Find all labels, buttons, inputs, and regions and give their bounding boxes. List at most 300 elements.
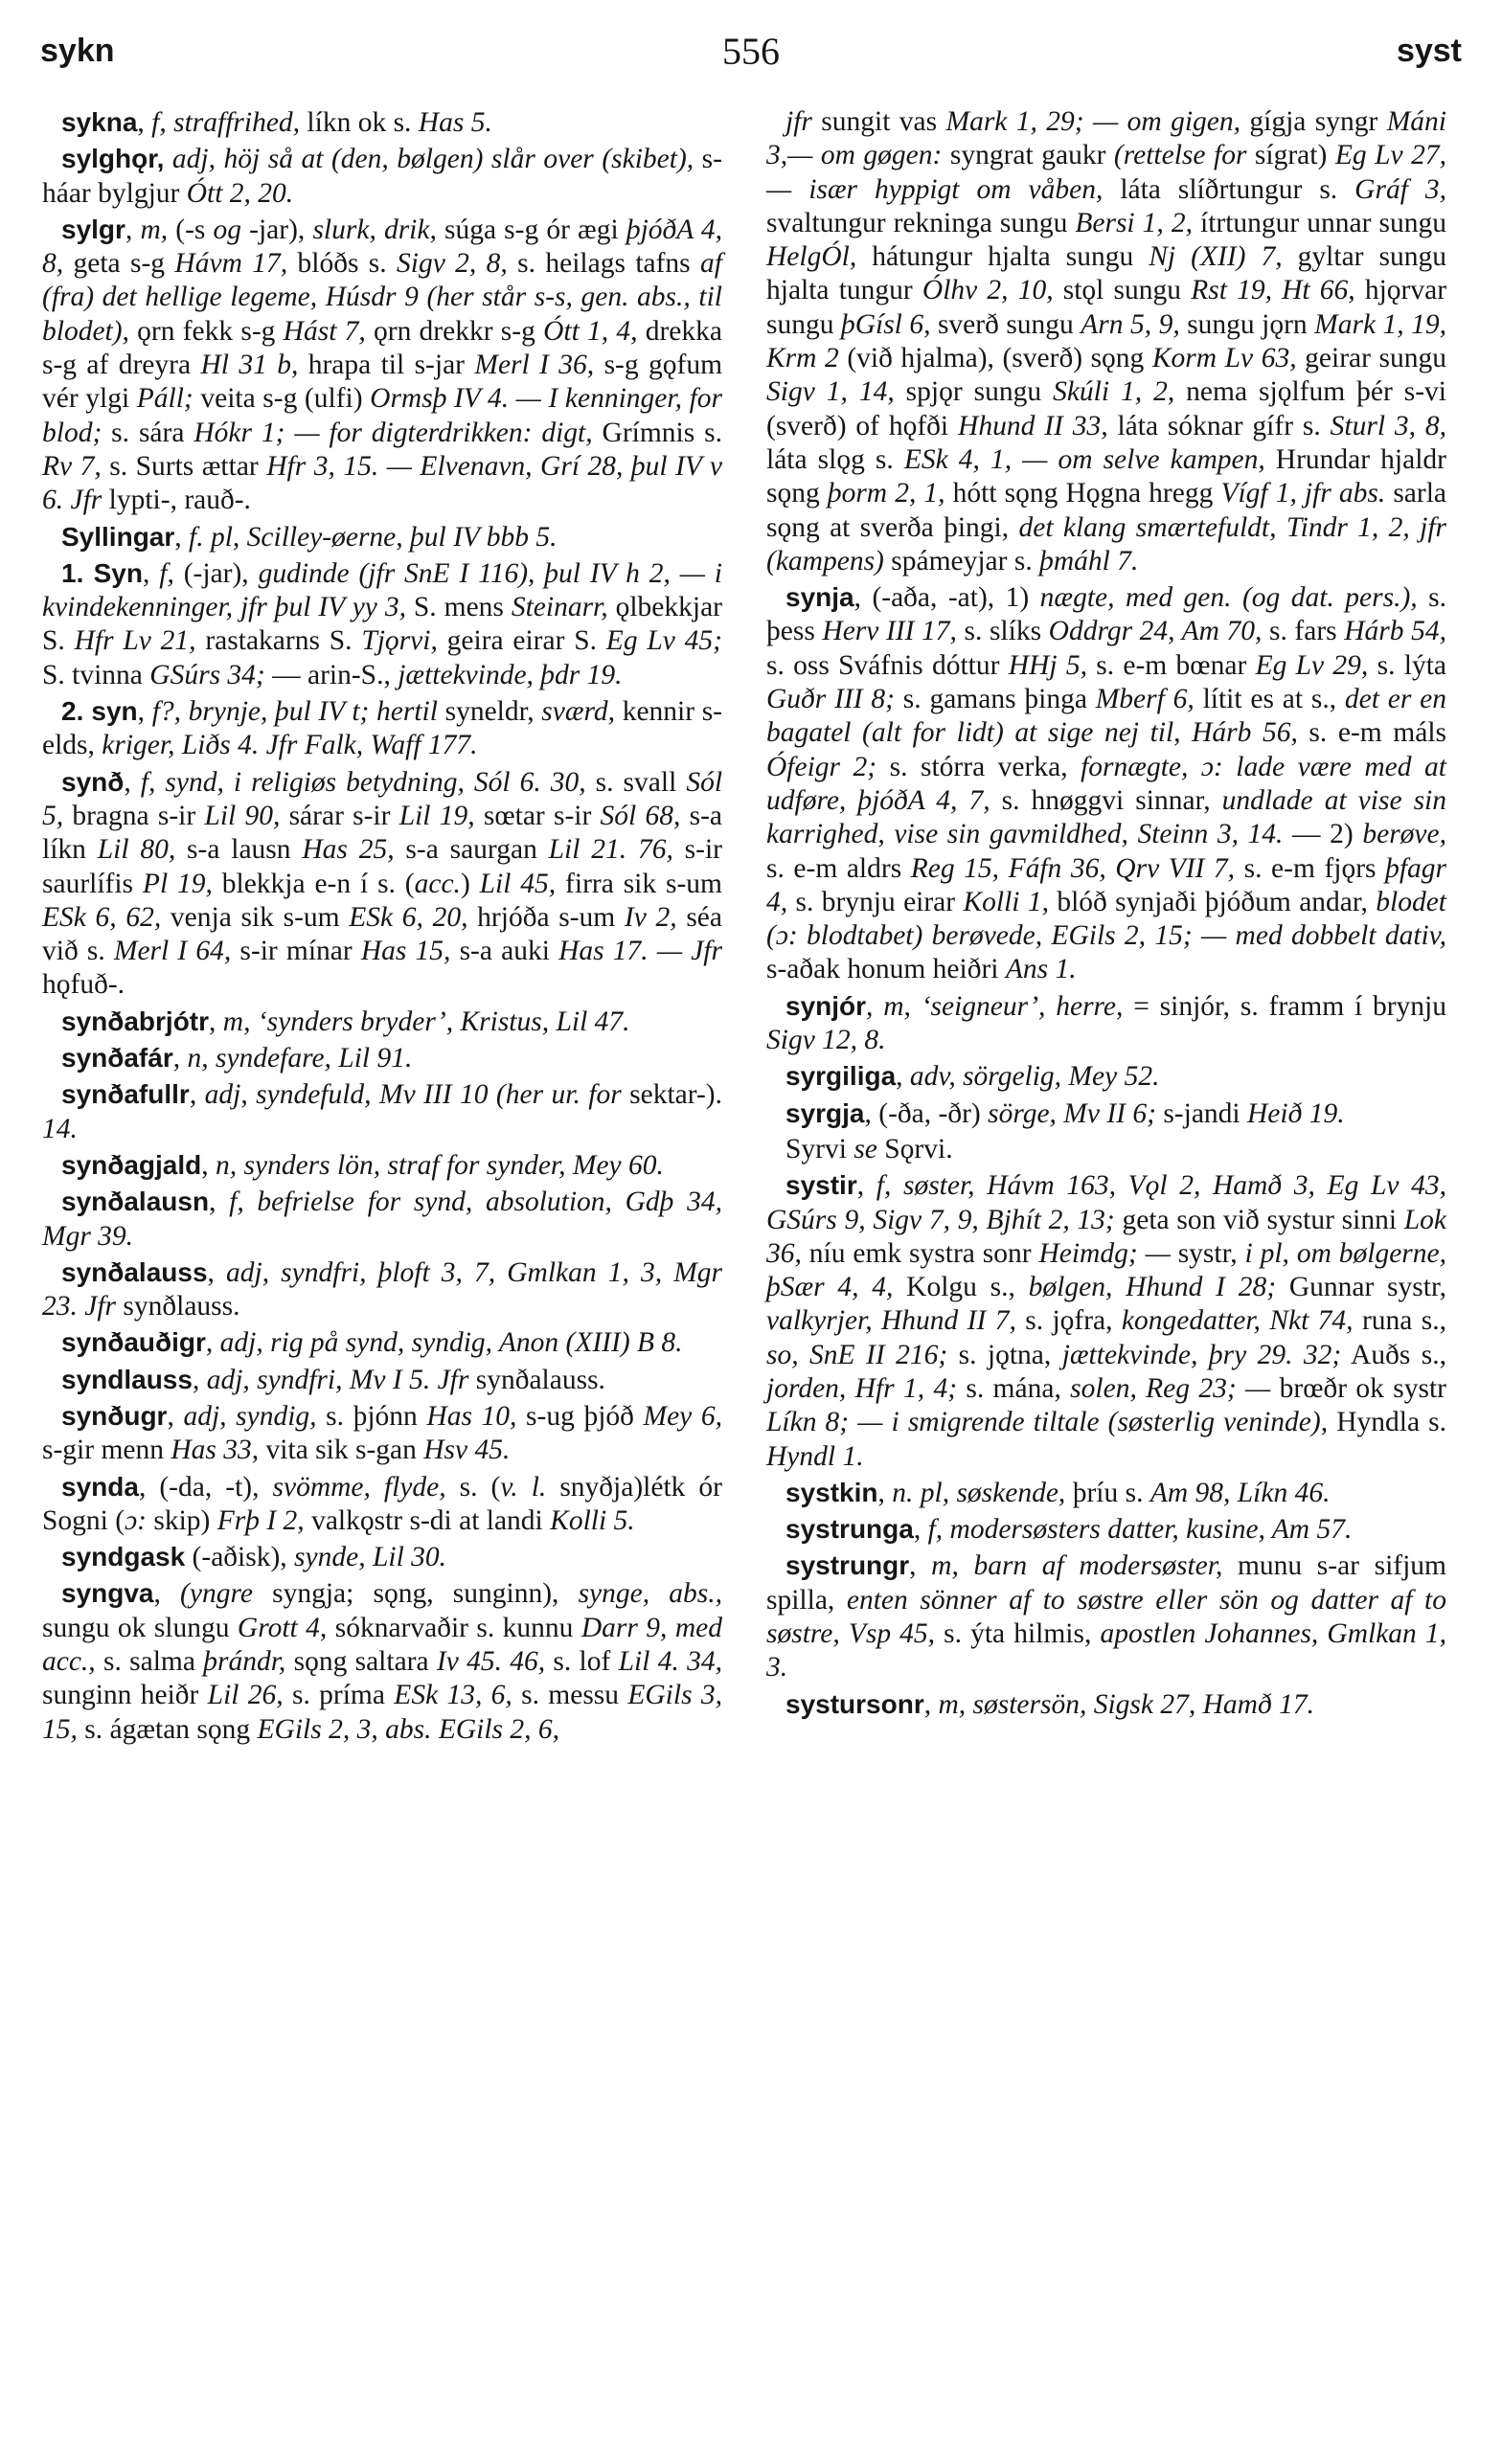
entry-text: n, synders lön, straf for synder, Mey 60. — [216, 1149, 664, 1181]
entry-text: S. tvinna — [42, 659, 150, 690]
entry-text: syngrat gaukr — [942, 140, 1114, 171]
entry-text: s-g gǫfum vér ylgi — [42, 350, 723, 415]
entry-text: Has 33, — [171, 1435, 260, 1466]
entry-text: , — [192, 1364, 207, 1395]
entry-text: s. e-m máls — [1297, 717, 1447, 749]
entry-text: s. ýta hilmis, — [935, 1618, 1101, 1650]
entry-text: ɔ: — [125, 1504, 147, 1536]
entry-text: þríu s. — [1065, 1477, 1150, 1508]
entry-text: Pl 19, — [142, 868, 213, 899]
entry-text: svaltungur rekninga sungu — [766, 207, 1076, 238]
entry-text: , — [856, 1170, 876, 1202]
entry-text: syngja; sǫng, sunginn), — [252, 1578, 579, 1610]
entry-text: veita s-g (ulfi) — [193, 383, 371, 415]
entry-text: adj, syndig, — [183, 1400, 317, 1432]
entry-text: Mey 6, — [643, 1400, 722, 1432]
entry-text: (við hjalma), (sverð) sǫng — [838, 343, 1152, 374]
entry-text — [369, 696, 376, 727]
entry-text: , — [877, 1477, 893, 1508]
entry-text: Sturl 3, 8, — [1330, 410, 1447, 441]
entry-text: det er en bagatel (alt for lidt) at sige nej til, Hárb 56, — [766, 684, 1446, 749]
entry-text: s-a auki — [450, 936, 559, 967]
entry-text: hjǫrvar sungu — [766, 275, 1447, 340]
headword: synðabrjótr — [61, 1006, 210, 1036]
entry-text: s. sára — [102, 417, 194, 448]
entry-text: Sigv 1, 14, — [766, 376, 895, 408]
headword: Syllingar — [61, 521, 175, 552]
entry-text: láta slǫg s. — [766, 443, 904, 475]
headword: synðalausn — [61, 1187, 210, 1217]
entry-text: , — [143, 557, 160, 589]
entry-text: blekkja e-n í s. ( — [212, 868, 415, 899]
entry-text: jættekvinde, þry 29. 32; — [1061, 1339, 1342, 1370]
entry-text: Herv III 17, — [822, 616, 957, 647]
dictionary-entry — [42, 142, 722, 211]
entry-text: sígrat) — [1246, 140, 1335, 171]
entry-text: ǫrn drekkr s-g — [365, 315, 544, 347]
headword: systursonr — [785, 1688, 924, 1719]
entry-text: adj, höj så at (den, bølgen) slår over (skibet), — [164, 144, 694, 175]
entry-text: Syrvi — [785, 1133, 847, 1164]
entry-text: gudinde (jfr SnE I 116), þul IV h 2, — i kvindekenninger, jfr þul IV yy 3, — [42, 557, 723, 623]
entry-text: Lil 45, — [479, 868, 557, 899]
dictionary-entry — [42, 765, 722, 1003]
dictionary-entry — [766, 1096, 1446, 1131]
dictionary-entry — [766, 1476, 1446, 1510]
entry-text: Hávm 17, — [174, 248, 288, 280]
entry-text: , — [137, 107, 152, 138]
entry-text: (yngre — [180, 1578, 253, 1610]
entry-text: slurk, drik, — [312, 214, 437, 245]
entry-text: Kolli 1, — [963, 886, 1049, 917]
headword: syndgask — [61, 1542, 186, 1572]
headword: syrgja — [785, 1097, 865, 1128]
entry-text: Hfr 3, 15. — Elvenavn, Grí 28, þul IV v 6. Jfr — [42, 450, 722, 516]
entry-text: geirar sungu — [1296, 343, 1446, 374]
dictionary-entry — [42, 1576, 722, 1746]
dictionary-entry — [42, 556, 722, 692]
entry-text: Heimdg; — — [1038, 1237, 1171, 1269]
entry-text: , — [124, 766, 141, 798]
entry-text: Grott 4, — [237, 1612, 328, 1643]
headword: 2. syn — [61, 696, 138, 727]
entry-text: s. salma — [95, 1646, 204, 1678]
entry-text: s. e-m bœnar — [1086, 649, 1256, 681]
dictionary-entry — [42, 1255, 722, 1324]
entry-text: Bersi 1, 2, — [1075, 207, 1193, 238]
entry-text: Ófeigr 2; — [766, 751, 877, 782]
header-first-word: sykn — [40, 33, 115, 69]
headword: synð — [61, 766, 125, 797]
entry-text: bølgen, Hhund I 28; — [1028, 1272, 1277, 1303]
entry-text: (rettelse for — [1113, 140, 1247, 171]
entry-text: (-jar), — [173, 557, 259, 589]
entry-text: jættekvinde, þdr 19. — [398, 659, 623, 690]
entry-text: Ormsþ IV 4. — I kenninger, for blod; — [42, 383, 723, 448]
headword: synðafullr — [61, 1079, 190, 1110]
entry-text: Eg Lv 27, — især hyppigt om våben, — [766, 140, 1447, 205]
entry-text: Lil 19, — [398, 800, 475, 831]
entry-text: Tjǫrvi, — [361, 625, 438, 657]
entry-text: s. lýta — [1368, 649, 1446, 681]
entry-text: , — [207, 1256, 227, 1288]
entry-text: sárar s-ir — [280, 800, 399, 831]
entry-text: Lil 26, — [207, 1680, 284, 1711]
entry-text: m, ‘seigneur’, herre, — [883, 990, 1124, 1022]
dictionary-entry — [766, 105, 1446, 578]
dictionary-entry — [42, 213, 722, 518]
entry-text: enten sönner af to søstre eller sön og datter af to søstre, Vsp 45, — [766, 1584, 1446, 1650]
entry-text: valkyrjer, Hhund II 7, — [766, 1305, 1016, 1337]
entry-text: , — [909, 1550, 932, 1582]
entry-text: bragna s-ir — [63, 800, 205, 831]
entry-text: runa s., — [1353, 1305, 1446, 1337]
entry-text: ǫlbekkjar S. — [42, 592, 723, 657]
entry-text: Páll; — [136, 383, 193, 415]
entry-text: kongedatter, Nkt 74, — [1121, 1305, 1354, 1337]
entry-text: ) — [460, 868, 480, 899]
entry-text: Oddrgr 24, Am 70, — [1048, 616, 1263, 647]
entry-text: Frþ I 2, — [216, 1504, 305, 1536]
entry-text: ESk 6, 20, — [349, 901, 468, 933]
entry-text: Sǫrvi. — [876, 1133, 953, 1164]
entry-text: s. hnøggvi sinnar, — [990, 784, 1222, 816]
entry-text: geta s-g — [63, 248, 175, 280]
entry-text: s. jǫfra, — [1015, 1305, 1122, 1337]
entry-text: solen, Reg 23; — — [1070, 1372, 1271, 1404]
entry-text: valkǫstr s-di at landi — [304, 1504, 551, 1536]
entry-text: hǫfuð-. — [42, 969, 125, 1001]
entry-text: s. mána, — [957, 1372, 1071, 1404]
entry-text: s. lof — [545, 1646, 619, 1678]
headword: sylgr — [61, 214, 125, 244]
entry-text: stǫl sungu — [1053, 275, 1192, 306]
entry-text: s. fars — [1262, 616, 1345, 647]
entry-text: f, søster, Hávm 163, Vǫl 2, Hamð 3, Eg Lv 43, GSúrs 9, Sigv 7, 9, Bjhít 2, 13; — [766, 1170, 1446, 1235]
entry-text: blóð synjaði þjóðum andar, — [1048, 886, 1377, 917]
entry-text: Lil 4. 34, — [618, 1646, 722, 1678]
entry-text: berøve, — [1362, 819, 1446, 850]
entry-text: Hást 7, — [283, 315, 366, 347]
entry-text: drekka s-g af dreyra — [42, 315, 722, 381]
entry-text: og — [213, 214, 242, 245]
entry-text: lypti-, rauð-. — [102, 485, 251, 516]
dictionary-entry — [766, 1168, 1446, 1474]
entry-text: Lok 36, — [766, 1204, 1446, 1269]
entry-text: S. mens — [405, 592, 512, 623]
entry-text: blóðs s. — [287, 248, 398, 280]
entry-text: s. svall — [585, 766, 687, 798]
dictionary-entry — [42, 1005, 722, 1039]
entry-text: adv, sörgelig, Mey 52. — [909, 1061, 1160, 1093]
entry-text: kriger, Liðs 4. Jfr Falk, Waff 177. — [102, 730, 478, 761]
headword: synda — [61, 1471, 139, 1502]
entry-text: Sigv 12, 8. — [766, 1025, 886, 1056]
entry-text: synðalauss. — [468, 1364, 605, 1395]
entry-text: Hókr 1; — for digterdrikken: digt, — [193, 417, 593, 448]
entry-text: rastakarns S. — [195, 625, 362, 657]
headword: systrunga — [785, 1514, 914, 1545]
entry-text: , — [172, 1043, 188, 1074]
entry-text: nægte, med gen. (og dat. pers.), — [1039, 582, 1418, 614]
entry-text: s. heilags tafns — [507, 248, 701, 280]
entry-text: þrándr, — [203, 1646, 286, 1678]
left-column — [42, 105, 722, 1749]
entry-text: , — [201, 1149, 216, 1181]
headword: syrgiliga — [785, 1061, 897, 1092]
entry-text: m, barn af modersøster, — [931, 1550, 1223, 1582]
entry-text: venja sik s-um — [161, 901, 350, 933]
entry-text: Líkn 8; — i smigrende tiltale (søsterlig veninde), — [766, 1407, 1329, 1438]
entry-text: hótt sǫng Hǫgna hregg — [944, 478, 1221, 509]
entry-text: sungu ok slungu — [42, 1612, 238, 1643]
entry-text: m, søstersön, Sigsk 27, Hamð 17. — [938, 1688, 1314, 1720]
entry-text: skip) — [146, 1504, 217, 1536]
entry-text: Hárb 54, — [1344, 616, 1446, 647]
entry-text: (-s — [168, 214, 214, 245]
entry-text: Ans 1. — [1005, 954, 1077, 985]
entry-text: Hsv 45. — [423, 1435, 511, 1466]
entry-text: so, SnE II 216; — [766, 1339, 948, 1370]
dictionary-entry — [766, 580, 1446, 987]
entry-text: súga s-g ór ægi — [436, 214, 626, 245]
entry-text: , — [923, 1688, 939, 1720]
entry-text: svömme, flyde, — [272, 1471, 446, 1503]
entry-text: , (-da, -t), — [138, 1471, 273, 1503]
entry-text: , — [167, 1400, 184, 1432]
entry-text: se — [846, 1133, 877, 1164]
entry-text: syneldr, — [437, 696, 542, 728]
entry-text: s. þess — [766, 582, 1446, 647]
entry-text: , (-aða, -at), 1) — [853, 582, 1040, 614]
entry-text: láta slíðrtungur s. — [1103, 173, 1355, 205]
header-last-word: syst — [1396, 33, 1462, 69]
headword: synðauðigr — [61, 1327, 206, 1358]
entry-text: Ótt 2, 20. — [186, 177, 294, 209]
entry-text: f, synd, i religiøs betydning, Sól 6. 30, — [140, 766, 586, 798]
entry-text: s-ir saurlífis — [42, 834, 722, 899]
entry-text: GSúrs 34; — [149, 659, 265, 690]
entry-text: m, ‘synders bryder’, Kristus, Lil 47. — [222, 1006, 630, 1037]
entry-text: , — [137, 696, 152, 728]
entry-text: Sigv 2, 8, — [397, 248, 508, 280]
entry-text: HHj 5, — [1008, 649, 1087, 681]
entry-text: Hyndl 1. — [766, 1440, 864, 1472]
entry-text: sværd, — [541, 696, 616, 728]
entry-text: , (-ða, -ðr) — [864, 1097, 989, 1129]
entry-text: s. brynju eirar — [787, 886, 964, 917]
entry-text: sœtar s-ir — [474, 800, 601, 831]
entry-text: sunginn heiðr — [42, 1680, 208, 1711]
dictionary-entry — [42, 1041, 722, 1075]
entry-text: Mberf 6, — [1095, 684, 1195, 715]
dictionary-entry — [42, 1185, 722, 1254]
entry-text: synde, Lil 30. — [294, 1542, 447, 1573]
entry-text: adj, syndfri, þloft 3, 7, Gmlkan 1, 3, Mgr 23. Jfr — [42, 1256, 723, 1322]
page-number: 556 — [722, 30, 780, 73]
entry-text: lítit es at s., — [1194, 684, 1345, 715]
entry-text: Hrundar hjaldr sǫng — [766, 443, 1446, 509]
entry-text: sverð sungu — [930, 308, 1081, 340]
entry-text: Nj (XII) 7, — [1149, 241, 1283, 273]
entry-text: , — [896, 1061, 910, 1093]
entry-text: hertil — [376, 696, 438, 728]
entry-text: s. slíks — [956, 616, 1049, 647]
headword: synðafár — [61, 1043, 173, 1074]
entry-text: Has 15, — [360, 936, 451, 967]
headword: synja — [785, 582, 854, 613]
entry-text: Korm Lv 63, — [1151, 343, 1297, 374]
dictionary-entry — [42, 1148, 722, 1183]
entry-text: EGils 2, 3, abs. EGils 2, 6, — [257, 1713, 560, 1745]
entry-text: s. e-m fjǫrs — [1235, 852, 1386, 884]
entry-text: — 2) — [1283, 819, 1363, 850]
headword: sylghǫr, — [61, 144, 165, 174]
entry-text: þfagr 4, — [766, 852, 1447, 917]
entry-text: (-aðisk), — [185, 1542, 295, 1573]
entry-text: Reg 15, Fáfn 36, Qrv VII 7, — [910, 852, 1236, 884]
entry-text: , — [209, 1006, 223, 1037]
entry-text: geira eirar S. — [437, 625, 606, 657]
entry-text: Ólhv 2, 10, — [922, 275, 1054, 306]
entry-text: det klang smærtefuldt, Tindr 1, 2, jfr (kampens) — [766, 511, 1446, 576]
entry-text: , — [189, 1079, 205, 1111]
headword: synðugr — [61, 1400, 168, 1431]
entry-text: snyðja)létk ór Sogni ( — [42, 1471, 722, 1536]
dictionary-entry — [42, 105, 722, 140]
entry-text: f, straffrihed, — [151, 107, 301, 138]
entry-text: vita sik s-gan — [259, 1435, 424, 1466]
entry-text: apostlen Johannes, Gmlkan 1, 3. — [766, 1618, 1446, 1684]
entry-text: s. ágætan sǫng — [77, 1713, 258, 1745]
entry-text: , — [205, 1327, 220, 1359]
entry-text: sóknarvaðir s. kunnu — [327, 1612, 581, 1643]
entry-text: þorm 2, 1, — [827, 478, 945, 509]
entry-text: Has 5. — [418, 107, 492, 138]
entry-text: s. oss Sváfnis dóttur — [766, 649, 1009, 681]
entry-text: Kolgu s., — [893, 1272, 1029, 1303]
entry-text: Skúli 1, 2, — [1053, 376, 1175, 408]
dictionary-entry — [42, 1540, 722, 1574]
entry-text: s-ir mínar — [231, 936, 361, 967]
entry-text: Darr 9, med acc., — [42, 1612, 722, 1678]
entry-text: hátungur hjalta sungu — [856, 241, 1149, 273]
entry-text: Hl 31 b, — [200, 350, 299, 381]
headword: systkin — [785, 1477, 878, 1507]
entry-text: Gunnar systr, — [1276, 1272, 1446, 1303]
entry-text: ESk 13, 6, — [394, 1680, 512, 1711]
entry-text: synðlauss. — [116, 1291, 240, 1322]
entry-text: f, modersøsters datter, kusine, Am 57. — [927, 1514, 1353, 1546]
entry-text: gígja syngr — [1240, 106, 1387, 137]
entry-text: Arn 5, 9, — [1081, 308, 1180, 340]
entry-text: s. jǫtna, — [947, 1339, 1062, 1370]
entry-text: jorden, Hfr 1, 4; — [766, 1372, 958, 1404]
entry-text: Grímnis s. — [592, 417, 722, 448]
entry-text: Auðs s., — [1341, 1339, 1446, 1370]
dictionary-entry — [766, 1548, 1446, 1684]
dictionary-entry — [766, 1133, 1446, 1166]
headword: synðagjald — [61, 1149, 202, 1180]
entry-text: v. l. — [500, 1471, 547, 1503]
entry-text: -jar), — [241, 214, 313, 245]
entry-text: s. ( — [445, 1471, 501, 1503]
entry-text: 14. — [42, 1113, 78, 1144]
entry-text: HelgÓl, — [766, 241, 857, 273]
entry-text: acc. — [414, 868, 461, 899]
entry-text: f, befrielse for synd, absolution, Gdþ 34, Mgr 39. — [42, 1187, 722, 1252]
entry-text: s-ug þjóð — [516, 1400, 644, 1432]
entry-text: líkn ok s. — [300, 107, 419, 138]
entry-text: n. pl, søskende, — [892, 1477, 1066, 1508]
headword: sykna — [61, 107, 138, 137]
entry-text: þjóðA 4, 8, — [42, 214, 722, 280]
entry-text: Hyndla s. — [1328, 1407, 1446, 1438]
entry-text: sarla sǫng at sverða þingi, — [766, 478, 1447, 543]
entry-text: spjǫr sungu — [894, 376, 1054, 408]
headword: 1. Syn — [61, 557, 143, 588]
entry-text: séa við s. — [42, 901, 722, 967]
entry-text: adj, syndfri, Mv I 5. Jfr — [206, 1364, 469, 1395]
entry-text: Has 10, — [426, 1400, 517, 1432]
entry-text: Rst 19, Ht 66, — [1191, 275, 1355, 306]
entry-text: Steinarr, — [511, 592, 608, 623]
entry-text: Ótt 1, 4, — [543, 315, 638, 347]
dictionary-entry — [766, 1512, 1446, 1547]
entry-text: Has 25, — [302, 834, 395, 866]
entry-text: s-a lausn — [175, 834, 303, 866]
dictionary-entry — [766, 1687, 1446, 1722]
dictionary-entry — [42, 694, 722, 763]
headword: synðalauss — [61, 1256, 208, 1287]
entry-text: Has 17. — Jfr — [558, 936, 722, 967]
entry-text: Eg Lv 29, — [1255, 649, 1369, 681]
entry-text: Am 98, Líkn 46. — [1149, 1477, 1331, 1508]
entry-text: Iv 2, — [624, 901, 677, 933]
entry-text: s-a líkn — [42, 800, 722, 866]
dictionary-entry — [42, 1077, 722, 1146]
entry-text: sungit vas — [811, 106, 946, 137]
entry-text: s-háar bylgjur — [42, 144, 722, 209]
dictionary-entry — [42, 520, 722, 554]
entry-text: Lil 90, — [204, 800, 281, 831]
entry-text: EGils 3, 15, — [42, 1680, 722, 1745]
entry-text: Merl I 64, — [113, 936, 232, 967]
entry-text: fornægte, ɔ: lade være med at udføre, þjóðA 4, 7, — [766, 751, 1446, 816]
entry-text: munu s-ar sifjum spilla, — [766, 1550, 1447, 1616]
entry-text: s-aðak honum heiðri — [766, 954, 1006, 985]
entry-text: geta son við systur sinni — [1114, 1204, 1404, 1235]
entry-text: Gráf 3, — [1354, 173, 1447, 205]
entry-text: s. messu — [512, 1680, 628, 1711]
dictionary-entry — [42, 1470, 722, 1539]
entry-text: s. Surts ættar — [101, 450, 267, 482]
entry-text: sǫng saltara — [285, 1646, 437, 1678]
entry-text: Eg Lv 45; — [605, 625, 722, 657]
headword: systir — [785, 1170, 857, 1201]
entry-text: s-jandi — [1155, 1097, 1247, 1129]
entry-text: s. príma — [283, 1680, 395, 1711]
entry-text: Lil 21. 76, — [548, 834, 673, 866]
entry-text: gyltar sungu hjalta tungur — [766, 241, 1447, 306]
dictionary-entry — [42, 1363, 722, 1397]
entry-text: þGísl 6, — [840, 308, 931, 340]
entry-text: Hfr Lv 21, — [74, 625, 196, 657]
entry-text: Sól 5, — [42, 766, 723, 831]
entry-text: ESk 4, 1, — om selve kampen, — [903, 443, 1265, 475]
entry-text: s. gamans þinga — [894, 684, 1096, 715]
entry-text: níu emk systra sonr — [801, 1237, 1039, 1269]
